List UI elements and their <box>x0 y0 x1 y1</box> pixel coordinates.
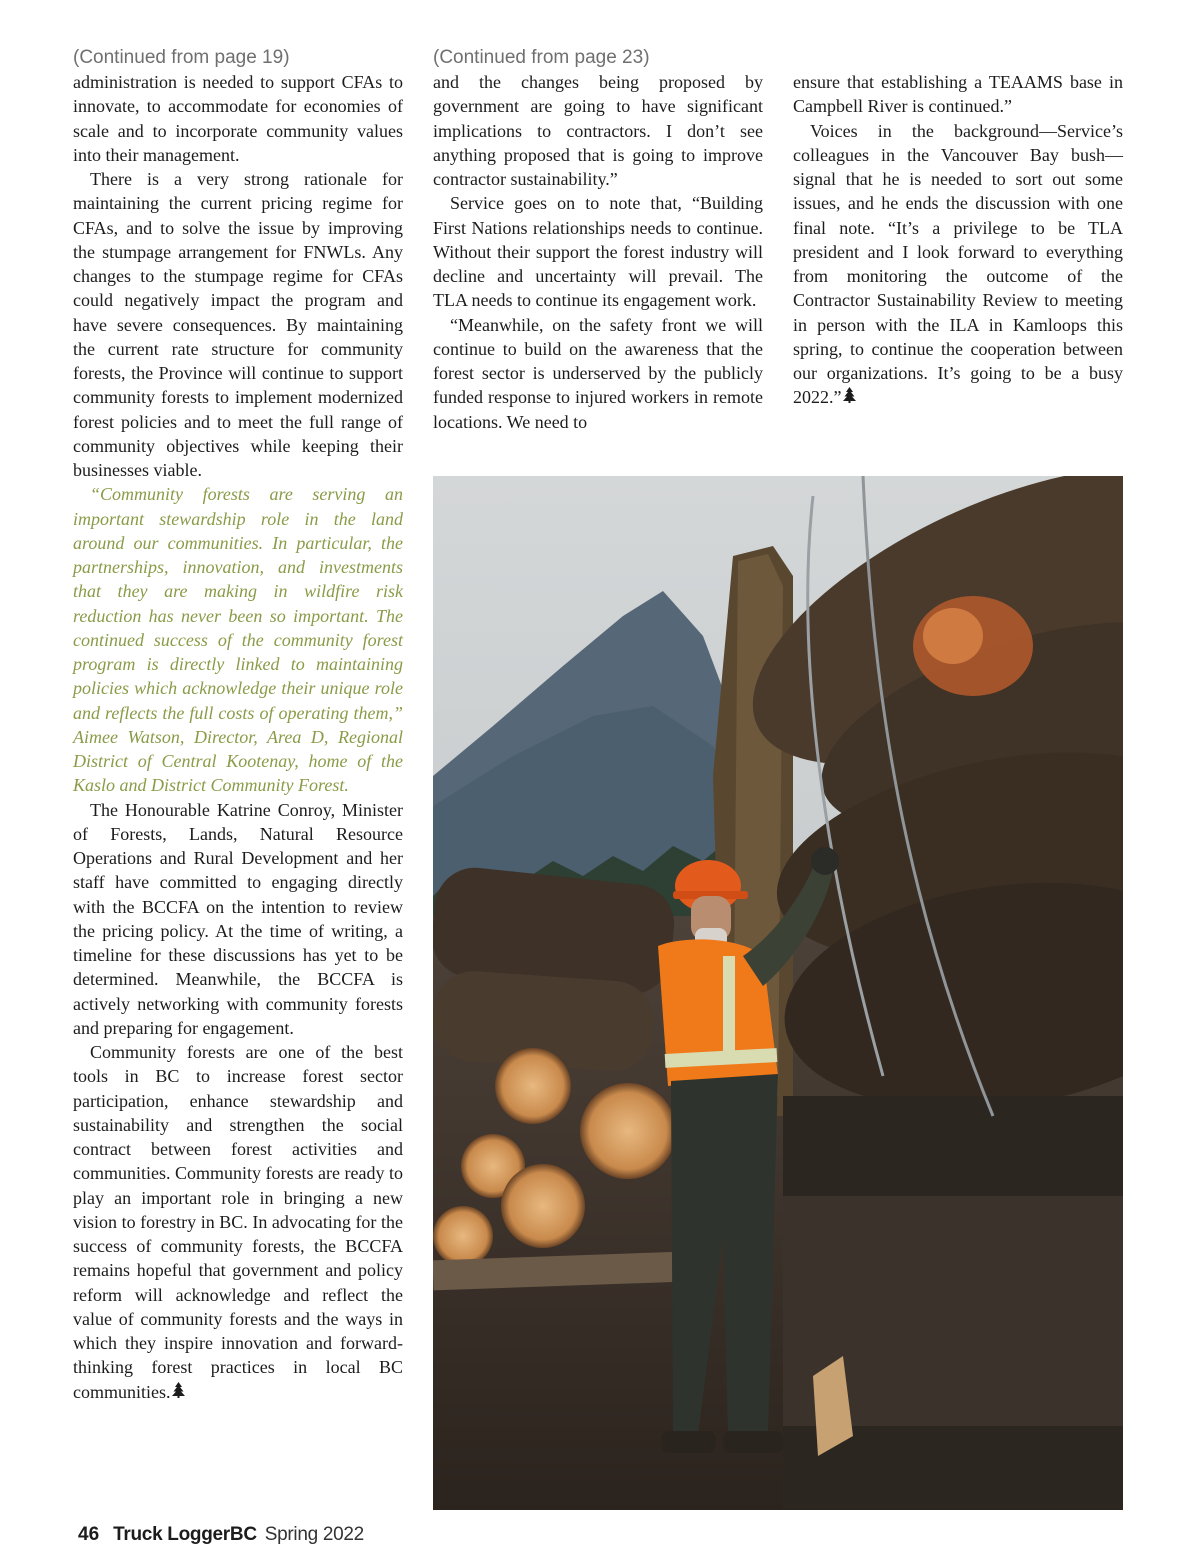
paragraph-text: Voices in the background—Service’s colleagues in the Vancouver Bay bush—signal that he is needed to sort out some issues, and he ends the discussion with one final note. “It’s a privilege to be TLA president and I look forward to everything from monitoring the outcome of the Contractor Sustainability Review to meeting in person with the ILA in Kamloops this spring, to continue the cooperation between our organizations. It’s going to be a busy 2022.” <box>793 120 1123 408</box>
continued-note: (Continued from page 23) <box>433 47 650 68</box>
page-number: 46 <box>78 1524 100 1545</box>
body-paragraph: ensure that establishing a TEAAMS base in Campbell River is continued.” <box>793 72 1123 117</box>
column-left <box>73 46 403 1404</box>
logging-photo <box>433 476 1123 1510</box>
pull-quote: “Community forests are serving an important stewardship role in the land around our communities. In particular, the partnerships, innovation, and investments that they are making in wildfire risk reduction has never been so important. The continued success of the community forest program is directly linked to maintaining policies which acknowledge their unique role and reflects the full costs of operating them,” Aimee Watson, Director, Area D, Regional District of Central Kootenay, home of the Kaslo and District Community Forest. <box>73 484 403 796</box>
body-paragraph <box>793 119 1123 410</box>
body-paragraph: and the changes being proposed by government are going to have significant implications to contractors. I don’t see anything proposed that is going to improve contractor sustainability.” <box>433 72 763 189</box>
body-paragraph: Service goes on to note that, “Building First Nations relationships needs to continue. Without their support the forest industry will decline and uncertainty will prevail. The TLA needs to continue its engagement work. <box>433 193 763 311</box>
tree-icon <box>172 1382 185 1398</box>
body-paragraph: administration is needed to support CFAs to innovate, to accommodate for economies of scale and to incorporate community values into their management. <box>73 72 403 165</box>
paragraph-text: Community forests are one of the best tools in BC to increase forest sector participation, enhance stewardship and sustainability and strengthen the social contract between forest activities and communities. Community forests are ready to play an important role in bringing a new vision to forestry in BC. In advocating for the success of community forests, the BCCFA remains hopeful that government and policy reform will acknowledge and reflect the value of community forests and the ways in which they inspire innovation and forward-thinking forest practices in local BC communities. <box>73 1042 403 1402</box>
page-footer <box>78 1520 364 1550</box>
tree-icon <box>843 387 856 403</box>
body-paragraph: “Meanwhile, on the safety front we will continue to build on the awareness that the forest sector is underserved by the publicly funded response to injured workers in remote locations. We need to <box>433 314 763 432</box>
photo-illustration <box>433 476 1123 1510</box>
magazine-name: Truck LoggerBC <box>113 1524 257 1545</box>
column-right <box>793 70 1123 410</box>
continued-note: (Continued from page 19) <box>73 47 290 68</box>
body-paragraph: There is a very strong rationale for maintaining the current pricing regime for CFAs, and to solve the issue by improving the stumpage arrangement for FNWLs. Any changes to the stumpage regime for CFAs could negatively impact the program and have severe consequences. By maintaining the current rate structure for community forests, the Province will continue to support community forests to implement modernized forest policies and to meet the full range of community objectives while keeping their businesses viable. <box>73 169 403 480</box>
body-paragraph <box>73 1040 403 1404</box>
column-middle <box>433 46 763 434</box>
body-paragraph: The Honourable Katrine Conroy, Minister of Forests, Lands, Natural Resource Operations and Rural Development and her staff have committed to engaging directly with the BCCFA on the intention to review the pricing policy. At the time of writing, a timeline for these discussions has yet to be determined. Meanwhile, the BCCFA is actively networking with community forests and preparing for engagement. <box>73 799 403 1038</box>
issue-label: Spring 2022 <box>264 1524 364 1545</box>
